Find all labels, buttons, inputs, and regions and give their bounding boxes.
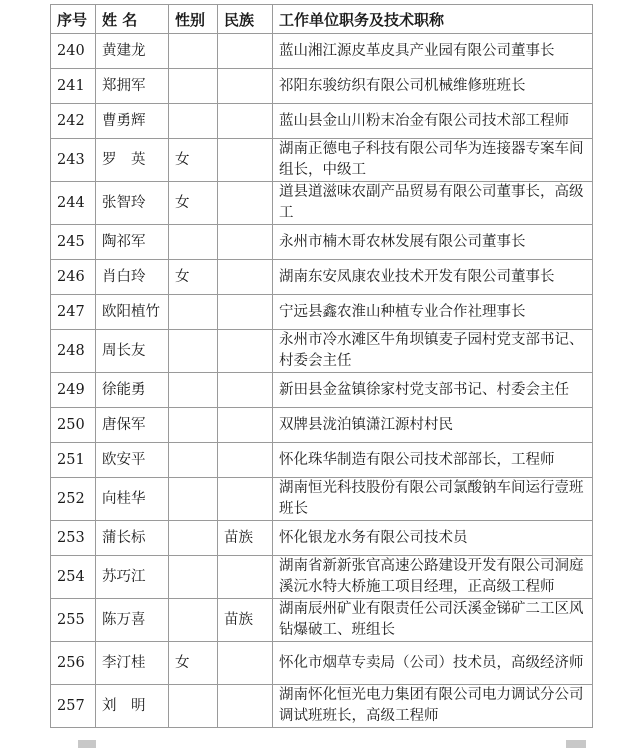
- cell-name: 李汀桂: [96, 642, 169, 685]
- table-row: [51, 642, 593, 685]
- cell-sex: [169, 295, 218, 330]
- cell-ethnicity: [218, 295, 273, 330]
- table-row: [51, 34, 593, 69]
- cell-sex: 女: [169, 642, 218, 685]
- cell-name: 刘 明: [96, 685, 169, 728]
- cell-name: 肖白玲: [96, 260, 169, 295]
- table-row: [51, 408, 593, 443]
- table-row: [51, 260, 593, 295]
- cell-name: 苏巧江: [96, 556, 169, 599]
- table-row: [51, 443, 593, 478]
- table-row: [51, 330, 593, 373]
- cell-job: 怀化银龙水务有限公司技术员: [273, 521, 593, 556]
- header-name: 姓 名: [96, 5, 169, 34]
- cell-job: 湖南恒光科技股份有限公司氯酸钠车间运行壹班班长: [273, 478, 593, 521]
- cell-seq: 245: [51, 225, 96, 260]
- roster-body: [51, 34, 593, 728]
- cell-job: 湖南东安凤康农业技术开发有限公司董事长: [273, 260, 593, 295]
- cell-ethnicity: [218, 556, 273, 599]
- table-row: [51, 521, 593, 556]
- cell-seq: 248: [51, 330, 96, 373]
- cell-job: 宁远县鑫农淮山种植专业合作社理事长: [273, 295, 593, 330]
- cell-ethnicity: [218, 330, 273, 373]
- cell-name: 黄建龙: [96, 34, 169, 69]
- cell-ethnicity: 苗族: [218, 599, 273, 642]
- cell-seq: 256: [51, 642, 96, 685]
- cell-job: 怀化珠华制造有限公司技术部部长，工程师: [273, 443, 593, 478]
- cell-ethnicity: 苗族: [218, 521, 273, 556]
- cell-seq: 247: [51, 295, 96, 330]
- cell-name: 曹勇辉: [96, 104, 169, 139]
- cell-ethnicity: [218, 104, 273, 139]
- cell-name: 张智玲: [96, 182, 169, 225]
- cell-job: 新田县金盆镇徐家村党支部书记、村委会主任: [273, 373, 593, 408]
- header-sex: 性别: [169, 5, 218, 34]
- cell-seq: 254: [51, 556, 96, 599]
- table-row: [51, 182, 593, 225]
- cell-sex: [169, 225, 218, 260]
- cell-ethnicity: [218, 685, 273, 728]
- cell-sex: [169, 408, 218, 443]
- cell-job: 祁阳东骏纺织有限公司机械维修班班长: [273, 69, 593, 104]
- cell-name: 罗 英: [96, 139, 169, 182]
- table-row: [51, 599, 593, 642]
- table-row: [51, 139, 593, 182]
- cell-ethnicity: [218, 182, 273, 225]
- cell-sex: [169, 69, 218, 104]
- cell-name: 唐保军: [96, 408, 169, 443]
- cell-name: 欧安平: [96, 443, 169, 478]
- cell-sex: [169, 556, 218, 599]
- table-row: [51, 556, 593, 599]
- cell-seq: 252: [51, 478, 96, 521]
- table-row: [51, 478, 593, 521]
- cell-sex: [169, 521, 218, 556]
- cell-ethnicity: [218, 69, 273, 104]
- cell-ethnicity: [218, 225, 273, 260]
- roster-table: [50, 4, 593, 728]
- page-edge-mark: [566, 740, 586, 748]
- cell-seq: 255: [51, 599, 96, 642]
- cell-seq: 250: [51, 408, 96, 443]
- cell-sex: [169, 34, 218, 69]
- cell-sex: [169, 478, 218, 521]
- cell-seq: 246: [51, 260, 96, 295]
- cell-ethnicity: [218, 642, 273, 685]
- cell-name: 向桂华: [96, 478, 169, 521]
- cell-name: 陈万喜: [96, 599, 169, 642]
- cell-job: 永州市冷水滩区牛角坝镇麦子园村党支部书记、村委会主任: [273, 330, 593, 373]
- table-row: [51, 295, 593, 330]
- cell-sex: 女: [169, 260, 218, 295]
- table-row: [51, 69, 593, 104]
- cell-seq: 243: [51, 139, 96, 182]
- header-row: [51, 5, 593, 34]
- cell-ethnicity: [218, 408, 273, 443]
- header-seq: 序号: [51, 5, 96, 34]
- cell-seq: 241: [51, 69, 96, 104]
- cell-sex: 女: [169, 182, 218, 225]
- cell-seq: 244: [51, 182, 96, 225]
- cell-ethnicity: [218, 443, 273, 478]
- cell-name: 郑拥军: [96, 69, 169, 104]
- cell-ethnicity: [218, 478, 273, 521]
- cell-seq: 249: [51, 373, 96, 408]
- cell-sex: [169, 685, 218, 728]
- cell-job: 湖南怀化恒光电力集团有限公司电力调试分公司调试班班长，高级工程师: [273, 685, 593, 728]
- cell-sex: 女: [169, 139, 218, 182]
- cell-name: 陶祁军: [96, 225, 169, 260]
- header-job: 工作单位职务及技术职称: [273, 5, 593, 34]
- cell-job: 湖南辰州矿业有限责任公司沃溪金锑矿二工区风钻爆破工、班组长: [273, 599, 593, 642]
- cell-job: 双牌县泷泊镇潇江源村村民: [273, 408, 593, 443]
- cell-name: 徐能勇: [96, 373, 169, 408]
- cell-seq: 257: [51, 685, 96, 728]
- cell-ethnicity: [218, 373, 273, 408]
- cell-sex: [169, 373, 218, 408]
- cell-job: 道县道滋味农副产品贸易有限公司董事长，高级工: [273, 182, 593, 225]
- table-row: [51, 373, 593, 408]
- cell-ethnicity: [218, 139, 273, 182]
- table-row: [51, 225, 593, 260]
- cell-job: 蓝山县金山川粉末冶金有限公司技术部工程师: [273, 104, 593, 139]
- cell-seq: 240: [51, 34, 96, 69]
- cell-name: 欧阳植竹: [96, 295, 169, 330]
- cell-ethnicity: [218, 34, 273, 69]
- cell-seq: 251: [51, 443, 96, 478]
- cell-job: 怀化市烟草专卖局（公司）技术员，高级经济师: [273, 642, 593, 685]
- cell-name: 蒲长标: [96, 521, 169, 556]
- cell-sex: [169, 599, 218, 642]
- table-row: [51, 685, 593, 728]
- cell-job: 湖南正德电子科技有限公司华为连接器专案车间组长，中级工: [273, 139, 593, 182]
- cell-job: 永州市楠木哥农林发展有限公司董事长: [273, 225, 593, 260]
- cell-job: 蓝山湘江源皮革皮具产业园有限公司董事长: [273, 34, 593, 69]
- cell-ethnicity: [218, 260, 273, 295]
- cell-seq: 253: [51, 521, 96, 556]
- table-row: [51, 104, 593, 139]
- cell-sex: [169, 104, 218, 139]
- page-edge-mark: [78, 740, 96, 748]
- cell-name: 周长友: [96, 330, 169, 373]
- header-ethnicity: 民族: [218, 5, 273, 34]
- cell-sex: [169, 330, 218, 373]
- cell-job: 湖南省新新张官高速公路建设开发有限公司洞庭溪沅水特大桥施工项目经理，正高级工程师: [273, 556, 593, 599]
- cell-seq: 242: [51, 104, 96, 139]
- cell-sex: [169, 443, 218, 478]
